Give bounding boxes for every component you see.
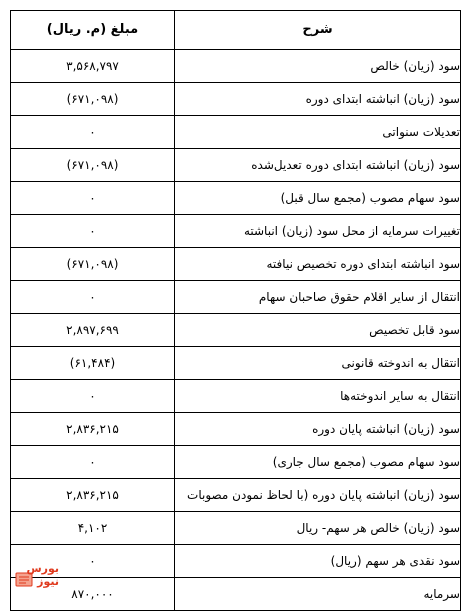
row-amount: ۰ [11,446,175,479]
header-description: شرح [175,11,461,50]
table-row [11,446,461,479]
row-amount: ۰ [11,116,175,149]
table-row [11,248,461,281]
row-description: سود (زیان) انباشته ابتدای دوره تعدیل‌شده [175,149,461,182]
row-description: سود قابل تخصیص [175,314,461,347]
row-amount: ۰ [11,281,175,314]
table-row [11,215,461,248]
row-amount: (۶۷۱,۰۹۸) [11,248,175,281]
row-amount: (۶۷۱,۰۹۸) [11,83,175,116]
table-row [11,149,461,182]
table-row [11,83,461,116]
row-description: سود انباشته ابتدای دوره تخصیص نیافته [175,248,461,281]
table-row [11,479,461,512]
watermark-logo [14,562,66,592]
table-row [11,347,461,380]
row-amount: ۲,۸۳۶,۲۱۵ [11,413,175,446]
table-row [11,578,461,611]
table-row [11,380,461,413]
row-amount: ۲,۸۳۶,۲۱۵ [11,479,175,512]
table-body [11,50,461,611]
table-row [11,545,461,578]
row-description: سود (زیان) انباشته پایان دوره [175,413,461,446]
table-row [11,281,461,314]
header-amount: مبلغ (م. ریال) [11,11,175,50]
row-amount: ۰ [11,182,175,215]
row-description: سود (زیان) خالص هر سهم- ریال [175,512,461,545]
row-description: سود سهام مصوب (مجمع سال جاری) [175,446,461,479]
row-amount: ۸۷۰,۰۰۰ [11,578,175,611]
report-frame [10,10,460,601]
row-amount: ۴,۱۰۲ [11,512,175,545]
table-row [11,116,461,149]
row-description: انتقال از سایر اقلام حقوق صاحبان سهام [175,281,461,314]
table-row [11,50,461,83]
row-description: سود سهام مصوب (مجمع سال قبل) [175,182,461,215]
table-row [11,314,461,347]
row-amount: ۲,۸۹۷,۶۹۹ [11,314,175,347]
row-description: سود (زیان) انباشته ابتدای دوره [175,83,461,116]
row-description: سود (زیان) خالص [175,50,461,83]
table-row [11,182,461,215]
table-row [11,512,461,545]
table-header-row [11,11,461,50]
row-description: سرمایه [175,578,461,611]
table-row [11,413,461,446]
row-description: سود نقدی هر سهم (ریال) [175,545,461,578]
row-description: انتقال به اندوخته قانونی [175,347,461,380]
row-amount: (۶۱,۴۸۴) [11,347,175,380]
row-description: سود (زیان) انباشته پایان دوره (با لحاظ نمودن مصوبات [175,479,461,512]
row-description: تغییرات سرمایه از محل سود (زیان) انباشته [175,215,461,248]
row-description: انتقال به سایر اندوخته‌ها [175,380,461,413]
watermark-text: بورس نیوز [26,562,59,588]
row-amount: ۰ [11,545,175,578]
row-amount: ۰ [11,215,175,248]
row-amount: ۰ [11,380,175,413]
row-amount: ۳,۵۶۸,۷۹۷ [11,50,175,83]
financial-table [10,10,461,611]
row-description: تعدیلات سنواتی [175,116,461,149]
row-amount: (۶۷۱,۰۹۸) [11,149,175,182]
